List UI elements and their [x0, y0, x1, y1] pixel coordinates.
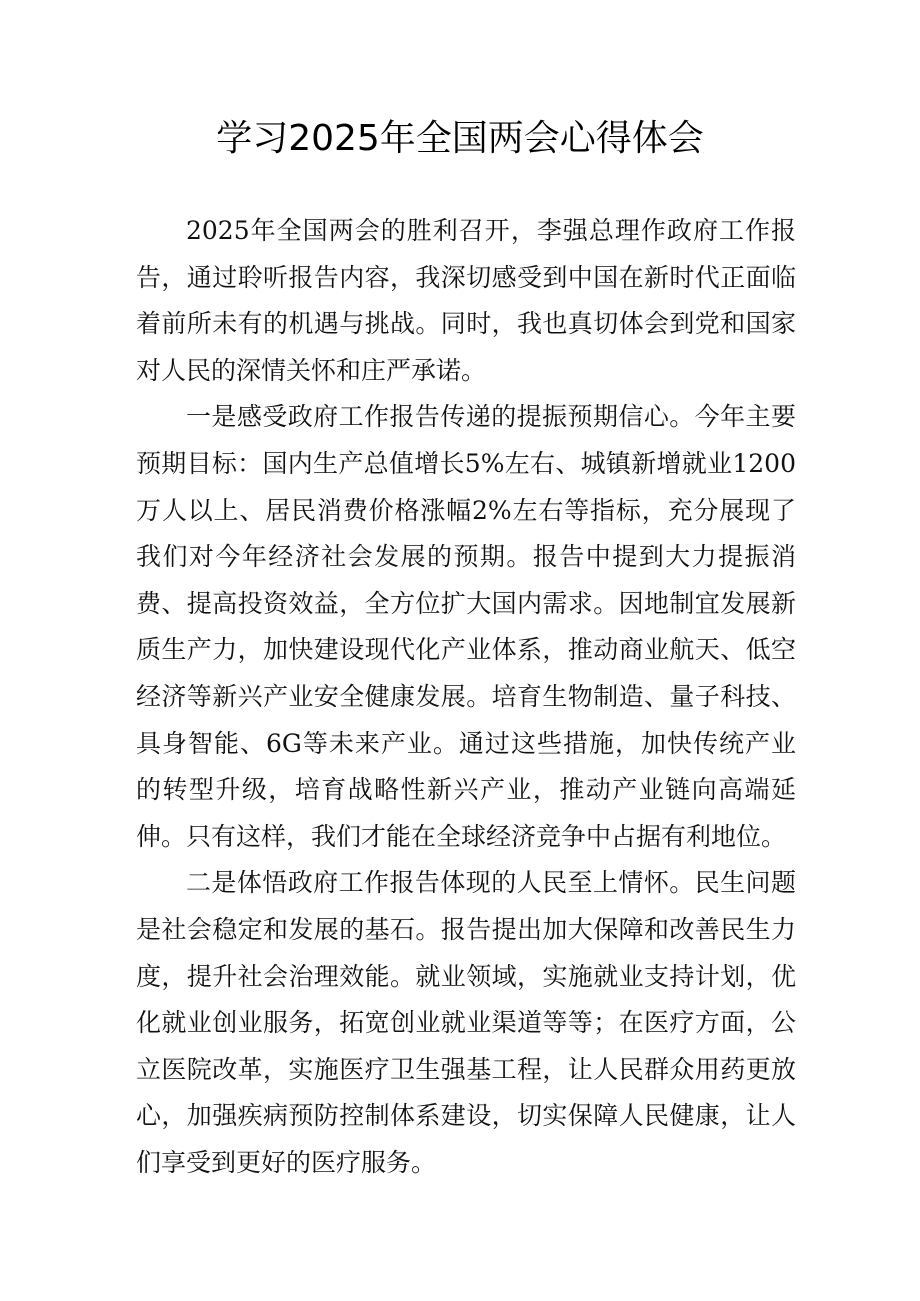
paragraph-point-two: 二是体悟政府工作报告体现的人民至上情怀。民生问题是社会稳定和发展的基石。报告提出加大保障和改善民生力度，提升社会治理效能。就业领域，实施就业支持计划，优化就业创业服务，拓宽创业就业渠道等等；在医疗方面，公立医院改革，实施医疗卫生强基工程，让人民群众用药更放心，加强疾病预防控制体系建设，切实保障人民健康，让人们享受到更好的医疗服务。 [136, 868, 796, 1177]
document-title: 学习2025年全国两会心得体会 [216, 118, 704, 159]
paragraph-intro: 2025年全国两会的胜利召开，李强总理作政府工作报告，通过聆听报告内容，我深切感受到中国在新时代正面临着前所未有的机遇与挑战。同时，我也真切体会到党和国家对人民的深情关怀和庄严承诺。 [136, 216, 796, 385]
paragraph-point-one: 一是感受政府工作报告传递的提振预期信心。今年主要预期目标：国内生产总值增长5%左右、城镇新增就业1200万人以上、居民消费价格涨幅2%左右等指标，充分展现了我们对今年经济社会发展的预期。报告中提到大力提振消费、提高投资效益，全方位扩大国内需求。因地制宜发展新质生产力，加快建设现代化产业体系，推动商业航天、低空经济等新兴产业安全健康发展。培育生物制造、量子科技、具身智能、6G等未来产业。通过这些措施，加快传统产业的转型升级，培育战略性新兴产业，推动产业链向高端延伸。只有这样，我们才能在全球经济竞争中占据有利地位。 [136, 402, 796, 851]
document-body [136, 208, 796, 1186]
